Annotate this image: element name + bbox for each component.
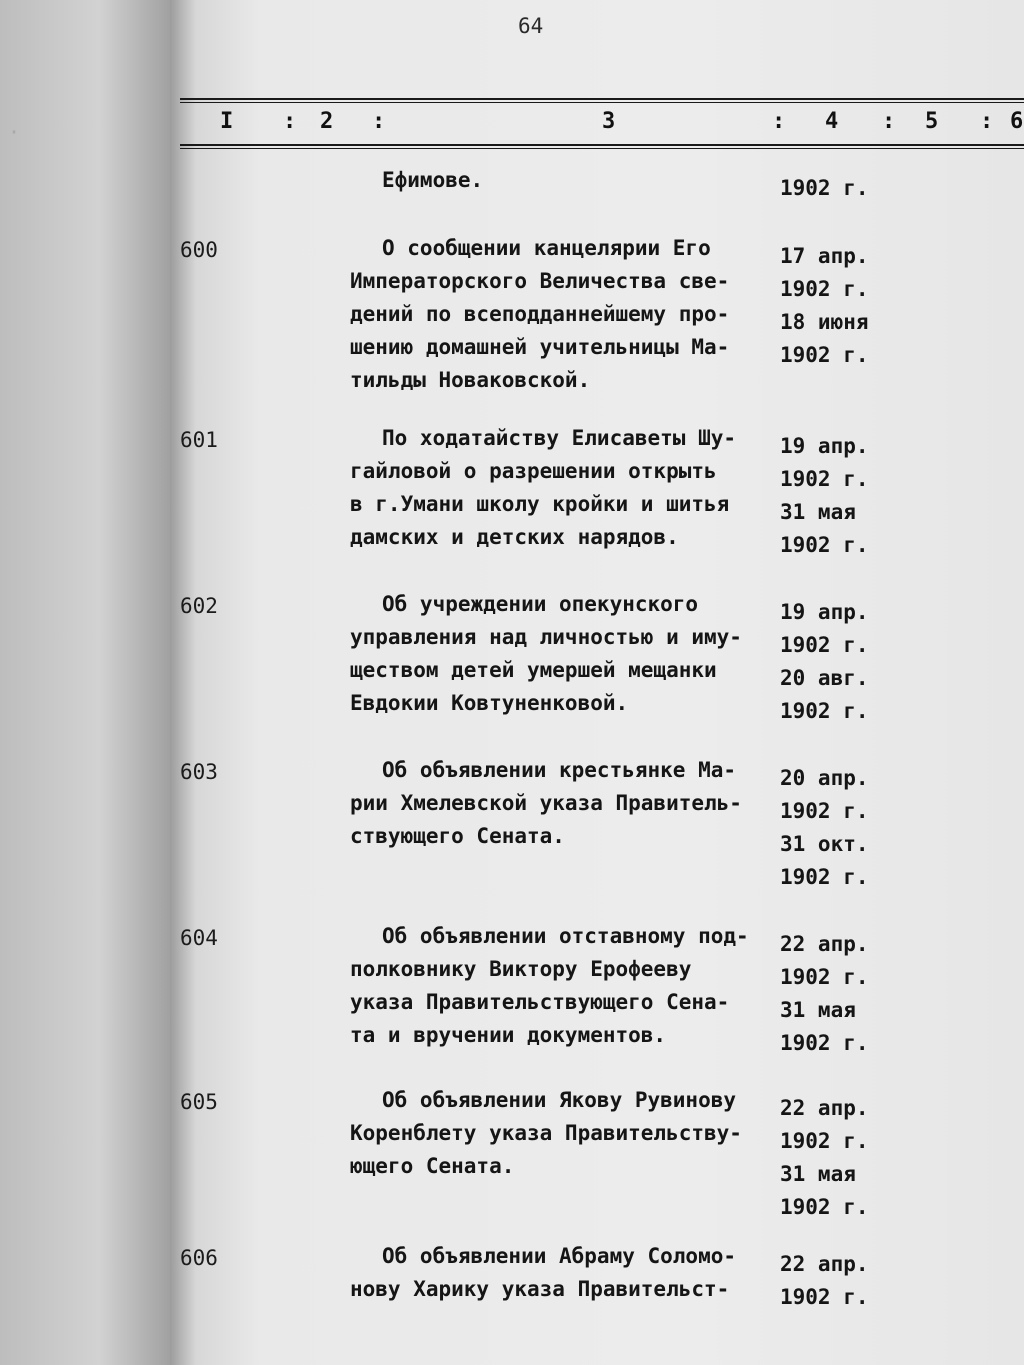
- entry-title-line: ствующего Сената.: [350, 824, 565, 848]
- entry-date-line: 20 апр.: [780, 766, 869, 790]
- entry-title-line: гайловой о разрешении открыть: [350, 459, 717, 483]
- column-header-4: 4: [825, 109, 839, 134]
- column-header-5: 5: [925, 109, 939, 134]
- entry-date-line: 19 апр.: [780, 600, 869, 624]
- page-number: 64: [518, 14, 544, 38]
- entry-number: 604: [180, 926, 218, 950]
- entry-title: [350, 1240, 770, 1306]
- previous-page-edge: [0, 0, 180, 1365]
- entry-date-line: 1902 г.: [780, 965, 869, 989]
- entry-date-line: 1902 г.: [780, 799, 869, 823]
- entry-title-line: Об объявлении Якову Рувинову: [382, 1088, 737, 1112]
- entry-date-line: 17 апр.: [780, 244, 869, 268]
- column-header-2: 2: [320, 109, 334, 134]
- entry-title-line: Об объявлении отставному под-: [382, 924, 749, 948]
- entry-title-line: указа Правительствующего Сена-: [350, 990, 730, 1014]
- column-separator: :: [882, 109, 896, 134]
- entry-date-line: 1902 г.: [780, 343, 869, 367]
- entry-title-line: рии Хмелевской указа Правитель-: [350, 791, 742, 815]
- entry-date-line: 1902 г.: [780, 1129, 869, 1153]
- entry-title-line: Императорского Величества све-: [350, 269, 730, 293]
- entry-title-line: О сообщении канцелярии Его: [382, 236, 711, 260]
- entry-title-line: дамских и детских нарядов.: [350, 525, 679, 549]
- entry-date-line: 1902 г.: [780, 176, 869, 200]
- entry-date-line: 1902 г.: [780, 1285, 869, 1309]
- entry-title-line: та и вручении документов.: [350, 1023, 667, 1047]
- entry-title-line: Евдокии Ковтуненковой.: [350, 691, 629, 715]
- document-page: [170, 0, 1024, 1365]
- entry-title: [350, 164, 770, 197]
- entry-title-line: дений по всеподданнейшему про-: [350, 302, 730, 326]
- entry-date-line: 19 апр.: [780, 434, 869, 458]
- entry-title-line: тильды Новаковской.: [350, 368, 591, 392]
- inventory-entries: [170, 0, 1024, 1365]
- entry-title-line: По ходатайству Елисаветы Шу-: [382, 426, 737, 450]
- column-header-1: I: [220, 109, 234, 134]
- entry-date-line: 20 авг.: [780, 666, 869, 690]
- entry-number: 601: [180, 428, 218, 452]
- entry-title-line: нову Харику указа Правительст-: [350, 1277, 730, 1301]
- entry-dates: [780, 762, 900, 894]
- entry-title: [350, 1084, 770, 1183]
- entry-date-line: 1902 г.: [780, 277, 869, 301]
- entry-date-line: 18 июня: [780, 310, 869, 334]
- entry-date-line: 1902 г.: [780, 1195, 869, 1219]
- entry-title-line: Ефимове.: [382, 168, 484, 192]
- entry-number: 600: [180, 238, 218, 262]
- entry-dates: [780, 240, 900, 372]
- entry-title-line: ществом детей умершей мещанки: [350, 658, 717, 682]
- entry-dates: [780, 1248, 900, 1314]
- entry-title-line: в г.Умани школу кройки и шитья: [350, 492, 730, 516]
- entry-date-line: 31 мая: [780, 500, 856, 524]
- column-header-6: 6: [1010, 109, 1024, 134]
- entry-title-line: Об объявлении Абраму Соломо-: [382, 1244, 737, 1268]
- entry-date-line: 1902 г.: [780, 633, 869, 657]
- entry-title-line: Коренблету указа Правительству-: [350, 1121, 742, 1145]
- entry-date-line: 1902 г.: [780, 699, 869, 723]
- entry-number: 603: [180, 760, 218, 784]
- entry-date-line: 31 окт.: [780, 832, 869, 856]
- entry-title-line: ющего Сената.: [350, 1154, 515, 1178]
- entry-dates: [780, 1092, 900, 1224]
- entry-title: [350, 754, 770, 853]
- column-header-3: 3: [602, 109, 616, 134]
- entry-date-line: 1902 г.: [780, 865, 869, 889]
- entry-title: [350, 588, 770, 720]
- entry-title-line: управления над личностью и иму-: [350, 625, 742, 649]
- column-separator: :: [372, 109, 386, 134]
- column-separator: :: [283, 109, 297, 134]
- entry-title-line: Об объявлении крестьянке Ма-: [382, 758, 737, 782]
- entry-dates: [780, 596, 900, 728]
- entry-date-line: 31 мая: [780, 998, 856, 1022]
- entry-dates: [780, 928, 900, 1060]
- entry-date-line: 22 апр.: [780, 1252, 869, 1276]
- entry-number: 602: [180, 594, 218, 618]
- bleed-through-text: ·: [8, 120, 21, 144]
- column-separator: :: [980, 109, 994, 134]
- entry-number: 605: [180, 1090, 218, 1114]
- entry-date-line: 1902 г.: [780, 467, 869, 491]
- entry-title: [350, 920, 770, 1052]
- entry-title: [350, 232, 770, 397]
- entry-date-line: 1902 г.: [780, 533, 869, 557]
- entry-date-line: 1902 г.: [780, 1031, 869, 1055]
- entry-date-line: 22 апр.: [780, 932, 869, 956]
- entry-date-line: 22 апр.: [780, 1096, 869, 1120]
- entry-number: 606: [180, 1246, 218, 1270]
- entry-dates: [780, 430, 900, 562]
- entry-title-line: шению домашней учительницы Ма-: [350, 335, 730, 359]
- column-separator: :: [772, 109, 786, 134]
- entry-title-line: Об учреждении опекунского: [382, 592, 699, 616]
- entry-dates: [780, 172, 900, 205]
- entry-title-line: полковнику Виктору Ерофееву: [350, 957, 692, 981]
- entry-date-line: 31 мая: [780, 1162, 856, 1186]
- entry-title: [350, 422, 770, 554]
